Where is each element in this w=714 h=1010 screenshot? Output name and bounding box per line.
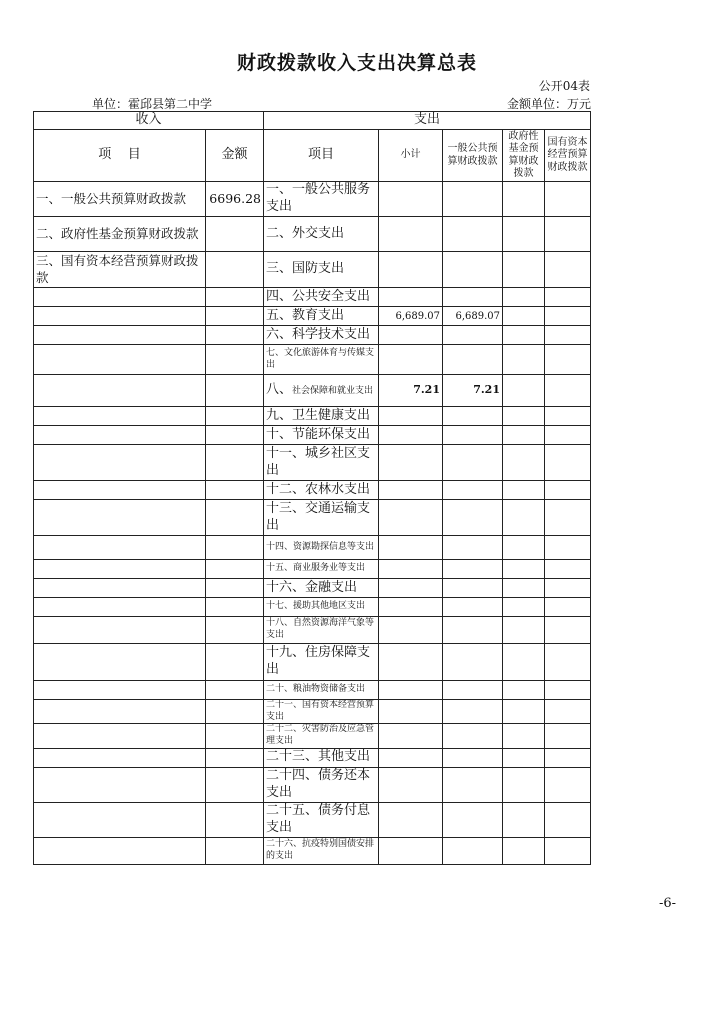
general-budget-cell [443, 407, 503, 426]
income-amount-cell [206, 445, 264, 481]
col-general-budget: 一般公共预算财政拨款 [443, 130, 503, 182]
income-amount-cell [206, 560, 264, 579]
income-item-cell [34, 407, 206, 426]
income-item-cell [34, 767, 206, 802]
gov-fund-cell [503, 182, 545, 217]
income-amount-cell: 6696.28 [206, 182, 264, 217]
expense-item-cell: 十、节能环保支出 [264, 426, 379, 445]
col-subtotal: 小计 [379, 130, 443, 182]
state-capital-cell [545, 445, 591, 481]
general-budget-cell: 6,689.07 [443, 307, 503, 326]
table-tag: 公开04表 [538, 79, 590, 93]
table-row [34, 307, 591, 326]
income-item-cell [34, 579, 206, 598]
gov-fund-cell [503, 445, 545, 481]
gov-fund-cell [503, 252, 545, 288]
subtotal-cell: 7.21 [379, 375, 443, 407]
income-item-cell [34, 700, 206, 724]
subtotal-cell [379, 617, 443, 644]
general-budget-cell [443, 445, 503, 481]
income-amount-cell [206, 345, 264, 375]
table-row [34, 802, 591, 837]
general-budget-cell [443, 681, 503, 700]
expense-item-cell: 十一、城乡社区支出 [264, 445, 379, 481]
subtotal-cell [379, 217, 443, 252]
income-item-cell [34, 500, 206, 536]
general-budget-cell [443, 288, 503, 307]
general-budget-cell [443, 481, 503, 500]
table-row [34, 598, 591, 617]
state-capital-cell [545, 217, 591, 252]
general-budget-cell [443, 837, 503, 864]
expense-item-cell: 二十、粮油物资储备支出 [264, 681, 379, 700]
subtotal-cell [379, 288, 443, 307]
subtotal-cell [379, 445, 443, 481]
state-capital-cell [545, 681, 591, 700]
general-budget-cell [443, 252, 503, 288]
expense-item-cell: 七、文化旅游体育与传媒支出 [264, 345, 379, 375]
income-item-cell [34, 724, 206, 748]
expense-item-cell: 十七、援助其他地区支出 [264, 598, 379, 617]
expense-item-cell: 二十一、国有资本经营预算支出 [264, 700, 379, 724]
col-state-capital: 国有资本经营预算财政拨款 [545, 130, 591, 182]
income-amount-cell [206, 252, 264, 288]
state-capital-cell [545, 307, 591, 326]
general-budget-cell [443, 426, 503, 445]
general-budget-cell [443, 724, 503, 748]
gov-fund-cell [503, 326, 545, 345]
income-item-cell [34, 560, 206, 579]
table-row [34, 481, 591, 500]
income-item-cell [34, 481, 206, 500]
income-item-cell [34, 748, 206, 767]
subtotal-cell [379, 700, 443, 724]
money-unit: 金额单位：万元 [506, 97, 591, 111]
expense-item-cell: 三、国防支出 [264, 252, 379, 288]
expense-item-cell: 二十三、其他支出 [264, 748, 379, 767]
table-row [34, 837, 591, 864]
state-capital-cell [545, 252, 591, 288]
table-row [34, 579, 591, 598]
state-capital-cell [545, 375, 591, 407]
state-capital-cell [545, 288, 591, 307]
gov-fund-cell [503, 617, 545, 644]
page-title: 财政拨款收入支出决算总表 [236, 52, 477, 74]
table-row [34, 500, 591, 536]
income-item-cell [34, 375, 206, 407]
state-capital-cell [545, 345, 591, 375]
expense-item-cell: 二、外交支出 [264, 217, 379, 252]
subtotal-cell [379, 579, 443, 598]
gov-fund-cell [503, 700, 545, 724]
gov-fund-cell [503, 802, 545, 837]
expense-item-cell: 十二、农林水支出 [264, 481, 379, 500]
gov-fund-cell [503, 681, 545, 700]
income-amount-cell [206, 326, 264, 345]
table-row [34, 700, 591, 724]
income-amount-cell [206, 681, 264, 700]
state-capital-cell [545, 598, 591, 617]
income-item-cell [34, 536, 206, 560]
general-budget-cell [443, 767, 503, 802]
income-amount-cell [206, 617, 264, 644]
subtotal-cell [379, 536, 443, 560]
subtotal-cell [379, 426, 443, 445]
gov-fund-cell [503, 560, 545, 579]
subtotal-cell [379, 767, 443, 802]
table-row [34, 217, 591, 252]
expense-item-cell: 二十二、灾害防治及应急管理支出 [264, 724, 379, 748]
expense-item-cell: 十六、金融支出 [264, 579, 379, 598]
income-amount-cell [206, 598, 264, 617]
table-row [34, 724, 591, 748]
general-budget-cell [443, 644, 503, 681]
subtotal-cell [379, 681, 443, 700]
general-budget-cell [443, 598, 503, 617]
income-header: 收入 [34, 112, 264, 130]
fiscal-table [33, 111, 591, 865]
table-row [34, 644, 591, 681]
gov-fund-cell [503, 307, 545, 326]
gov-fund-cell [503, 536, 545, 560]
state-capital-cell [545, 724, 591, 748]
gov-fund-cell [503, 644, 545, 681]
income-item-cell [34, 307, 206, 326]
income-item-cell [34, 288, 206, 307]
expense-item-cell: 一、一般公共服务支出 [264, 182, 379, 217]
col-income-amount: 金额 [206, 130, 264, 182]
table-row [34, 326, 591, 345]
income-amount-cell [206, 407, 264, 426]
income-item-cell [34, 426, 206, 445]
subtotal-cell [379, 252, 443, 288]
income-item-cell [34, 326, 206, 345]
gov-fund-cell [503, 481, 545, 500]
general-budget-cell [443, 345, 503, 375]
gov-fund-cell [503, 407, 545, 426]
income-amount-cell [206, 767, 264, 802]
expense-item-prefix: 八、 [266, 382, 293, 398]
general-budget-cell [443, 748, 503, 767]
income-item-cell [34, 445, 206, 481]
state-capital-cell [545, 579, 591, 598]
general-budget-cell [443, 182, 503, 217]
gov-fund-cell [503, 500, 545, 536]
gov-fund-cell [503, 217, 545, 252]
page-number: -6- [658, 896, 676, 911]
state-capital-cell [545, 748, 591, 767]
expense-item-cell: 二十六、抗疫特别国债安排的支出 [264, 837, 379, 864]
state-capital-cell [545, 326, 591, 345]
state-capital-cell [545, 560, 591, 579]
expense-item-cell: 十四、资源勘探信息等支出 [264, 536, 379, 560]
income-amount-cell [206, 375, 264, 407]
general-budget-cell [443, 500, 503, 536]
income-item-cell [34, 802, 206, 837]
expense-item-cell: 六、科学技术支出 [264, 326, 379, 345]
state-capital-cell [545, 481, 591, 500]
subtotal-cell [379, 837, 443, 864]
subtotal-cell [379, 182, 443, 217]
subtotal-cell [379, 748, 443, 767]
gov-fund-cell [503, 748, 545, 767]
col-expense-item: 项目 [264, 130, 379, 182]
general-budget-cell: 7.21 [443, 375, 503, 407]
general-budget-cell [443, 326, 503, 345]
table-row [34, 560, 591, 579]
state-capital-cell [545, 802, 591, 837]
general-budget-cell [443, 536, 503, 560]
gov-fund-cell [503, 724, 545, 748]
income-amount-cell [206, 724, 264, 748]
income-item-cell [34, 598, 206, 617]
income-amount-cell [206, 644, 264, 681]
general-budget-cell [443, 617, 503, 644]
table-row [34, 182, 591, 217]
income-amount-cell [206, 500, 264, 536]
state-capital-cell [545, 644, 591, 681]
expense-item-cell: 四、公共安全支出 [264, 288, 379, 307]
income-amount-cell [206, 307, 264, 326]
expense-item-cell: 五、教育支出 [264, 307, 379, 326]
subtotal-cell [379, 598, 443, 617]
income-item-cell [34, 617, 206, 644]
general-budget-cell [443, 217, 503, 252]
expense-item-cell: 二十四、债务还本支出 [264, 767, 379, 802]
gov-fund-cell [503, 837, 545, 864]
general-budget-cell [443, 802, 503, 837]
subtotal-cell [379, 407, 443, 426]
subtotal-cell [379, 802, 443, 837]
general-budget-cell [443, 579, 503, 598]
col-gov-fund: 政府性基金预算财政拨款 [503, 130, 545, 182]
table-row [34, 345, 591, 375]
expense-item-cell [264, 375, 379, 407]
table-row [34, 536, 591, 560]
general-budget-cell [443, 560, 503, 579]
table-row [34, 748, 591, 767]
expense-item-cell: 十九、住房保障支出 [264, 644, 379, 681]
table-row [34, 681, 591, 700]
unit-label: 单位：霍邱县第二中学 [92, 97, 213, 111]
expense-item-cell: 十八、自然资源海洋气象等支出 [264, 617, 379, 644]
state-capital-cell [545, 426, 591, 445]
table-row [34, 288, 591, 307]
gov-fund-cell [503, 345, 545, 375]
table-row [34, 407, 591, 426]
expense-item-cell: 九、卫生健康支出 [264, 407, 379, 426]
gov-fund-cell [503, 579, 545, 598]
income-item-cell [34, 644, 206, 681]
subtotal-cell [379, 500, 443, 536]
income-amount-cell [206, 579, 264, 598]
income-amount-cell [206, 481, 264, 500]
table-row [34, 252, 591, 288]
table-row [34, 426, 591, 445]
state-capital-cell [545, 700, 591, 724]
subtotal-cell [379, 326, 443, 345]
income-amount-cell [206, 536, 264, 560]
income-amount-cell [206, 426, 264, 445]
expense-item-cell: 十五、商业服务业等支出 [264, 560, 379, 579]
state-capital-cell [545, 407, 591, 426]
subtotal-cell [379, 560, 443, 579]
income-item-cell [34, 837, 206, 864]
gov-fund-cell [503, 288, 545, 307]
state-capital-cell [545, 837, 591, 864]
income-item-cell [34, 681, 206, 700]
subtotal-cell [379, 724, 443, 748]
table-row [34, 767, 591, 802]
state-capital-cell [545, 182, 591, 217]
state-capital-cell [545, 767, 591, 802]
table-row [34, 445, 591, 481]
state-capital-cell [545, 500, 591, 536]
table-row [34, 617, 591, 644]
col-income-item: 项 目 [34, 130, 206, 182]
state-capital-cell [545, 536, 591, 560]
expense-item-cell: 十三、交通运输支出 [264, 500, 379, 536]
income-amount-cell [206, 748, 264, 767]
income-item-cell: 二、政府性基金预算财政拨款 [34, 217, 206, 252]
expense-item-cell: 二十五、债务付息支出 [264, 802, 379, 837]
gov-fund-cell [503, 767, 545, 802]
expense-header: 支出 [264, 112, 591, 130]
gov-fund-cell [503, 375, 545, 407]
income-item-cell: 一、一般公共预算财政拨款 [34, 182, 206, 217]
subtotal-cell [379, 644, 443, 681]
income-amount-cell [206, 802, 264, 837]
income-amount-cell [206, 700, 264, 724]
subtotal-cell [379, 481, 443, 500]
subtotal-cell: 6,689.07 [379, 307, 443, 326]
income-item-cell [34, 345, 206, 375]
expense-item-label: 社会保障和就业支出 [292, 386, 374, 397]
state-capital-cell [545, 617, 591, 644]
income-amount-cell [206, 288, 264, 307]
general-budget-cell [443, 700, 503, 724]
income-amount-cell [206, 217, 264, 252]
income-amount-cell [206, 837, 264, 864]
income-item-cell: 三、国有资本经营预算财政拨款 [34, 252, 206, 288]
subtotal-cell [379, 345, 443, 375]
table-row [34, 375, 591, 407]
gov-fund-cell [503, 426, 545, 445]
gov-fund-cell [503, 598, 545, 617]
